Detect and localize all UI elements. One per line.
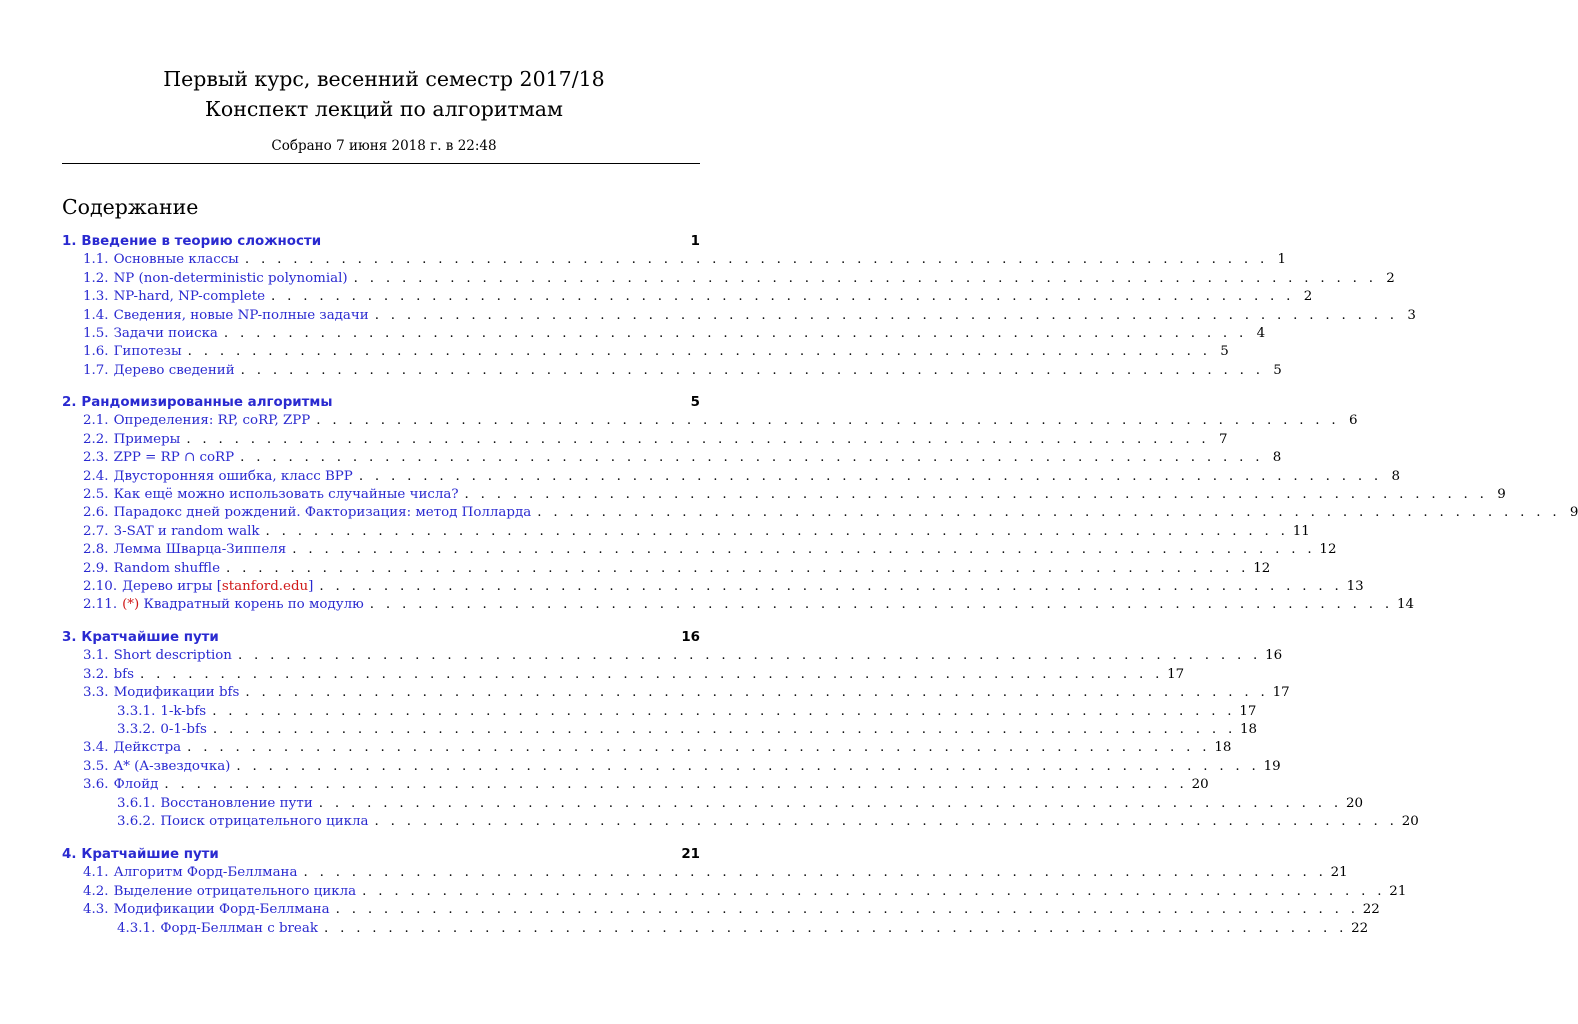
toc-entry-label[interactable] [83, 307, 369, 325]
toc-entry-page: 5 [1220, 344, 1229, 360]
dot-leader: . . . . . . . . . . . . . . . . . . . . . . . . . . . . . . . . . . . . . . . . . . . . . . . . . . . . . . . . . . . . . . . . [164, 777, 1188, 793]
toc-entry-title: 0-1-bfs [160, 722, 207, 737]
toc-entry-title: A* (A-звездочка) [113, 758, 231, 774]
toc-entry-page: 5 [1273, 362, 1282, 378]
toc-entry[interactable] [83, 412, 1358, 430]
compiled-date: Собрано 7 июня 2018 г. в 22:48 [271, 138, 497, 154]
toc-entry-page: 3 [1407, 307, 1416, 323]
dot-leader: . . . . . . . . . . . . . . . . . . . . . . . . . . . . . . . . . . . . . . . . . . . . . . . . . . . . . . . . . . . . . . . . [240, 450, 1264, 466]
toc-entry-page: 16 [1265, 648, 1283, 664]
toc-entry[interactable] [83, 504, 1578, 522]
dot-leader: . . . . . . . . . . . . . . . . . . . . . . . . . . . . . . . . . . . . . . . . . . . . . . . . . . . . . . . . . . . . . . . . [187, 740, 1211, 756]
toc-entry-number: 4.1. [83, 865, 109, 881]
toc-entry[interactable] [83, 523, 1310, 541]
toc-entry-title: Форд-Беллман с break [160, 920, 318, 936]
toc-entry-title: Random shuffle [113, 560, 220, 576]
toc-entry-title: Задачи поиска [113, 326, 218, 341]
toc-entry-label[interactable] [83, 288, 265, 306]
toc-entry-page: 12 [1253, 560, 1271, 576]
toc-entry[interactable] [83, 560, 1271, 578]
toc-entry-label[interactable] [83, 362, 235, 380]
toc-entry[interactable] [117, 721, 1258, 739]
toc-entry-label[interactable] [83, 541, 286, 559]
toc-entry[interactable] [83, 486, 1506, 504]
toc-entry-title: NP-hard, NP-complete [113, 289, 266, 305]
toc-entry[interactable] [83, 596, 1414, 614]
toc-entry-page: 6 [1348, 413, 1358, 429]
toc-entry-page: 18 [1214, 740, 1232, 756]
dot-leader: . . . . . . . . . . . . . . . . . . . . . . . . . . . . . . . . . . . . . . . . . . . . . . . . . . . . . . . . . . . . . . . . [374, 814, 1398, 829]
toc-entry-number: 2.10. [83, 579, 118, 594]
toc-entry[interactable] [83, 647, 1283, 665]
toc-section-page: 21 [681, 847, 700, 862]
toc-entry[interactable] [83, 883, 1407, 901]
dot-leader: . . . . . . . . . . . . . . . . . . . . . . . . . . . . . . . . . . . . . . . . . . . . . . . . . . . . . . . . . . . . . . . . [292, 542, 1316, 558]
toc-entry-page: 17 [1167, 666, 1185, 682]
toc-entry[interactable] [83, 901, 1380, 919]
toc-entry-number: 2.1. [83, 413, 109, 429]
toc-entry[interactable] [83, 739, 1232, 757]
toc-entry-number: 1.5. [83, 326, 109, 341]
toc-entry-number: 3.3. [83, 685, 109, 701]
toc-section-label[interactable] [62, 233, 321, 251]
toc-entry-page: 17 [1239, 703, 1257, 719]
toc-entry[interactable] [117, 795, 1363, 813]
toc-section-page: 5 [690, 395, 700, 410]
toc-entry-number: 2.11. [83, 597, 118, 613]
toc-entry-title: Как ещё можно использовать случайные числа? [113, 487, 459, 502]
dot-leader: . . . . . . . . . . . . . . . . . . . . . . . . . . . . . . . . . . . . . . . . . . . . . . . . . . . . . . . . . . . . . . . . [318, 795, 1342, 811]
dot-leader: . . . . . . . . . . . . . . . . . . . . . . . . . . . . . . . . . . . . . . . . . . . . . . . . . . . . . . . . . . . . . . . . [323, 920, 1348, 936]
toc-section-label[interactable] [62, 394, 333, 412]
title-rule [62, 163, 700, 164]
toc-entry-number: 3.2. [83, 666, 109, 682]
citation-link[interactable]: stanford.edu [221, 579, 309, 594]
toc-entry-title: Сведения, новые NP-полные задачи [113, 307, 369, 323]
toc-entry-title: Гипотезы [113, 344, 182, 360]
toc-entry-title: 1-k-bfs [160, 703, 207, 719]
toc-entry-page: 18 [1240, 722, 1258, 737]
toc-heading: Содержание [62, 195, 199, 219]
toc-entry-number: 2.8. [83, 542, 109, 558]
dot-leader: . . . . . . . . . . . . . . . . . . . . . . . . . . . . . . . . . . . . . . . . . . . . . . . . . . . . . . . . . . . . . . . . [265, 523, 1289, 539]
dot-leader: . . . . . . . . . . . . . . . . . . . . . . . . . . . . . . . . . . . . . . . . . . . . . . . . . . . . . . . . . . . . . . . . [237, 648, 1262, 664]
toc-entry-page: 14 [1396, 597, 1414, 613]
toc-entry-title: Short description [113, 648, 232, 664]
toc-entry-label[interactable] [83, 684, 239, 702]
dot-leader: . . . . . . . . . . . . . . . . . . . . . . . . . . . . . . . . . . . . . . . . . . . . . . . . . . . . . . . . . . . . . . . . [537, 505, 1561, 521]
dot-leader: . . . . . . . . . . . . . . . . . . . . . . . . . . . . . . . . . . . . . . . . . . . . . . . . . . . . . . . . . . . . . . . . [362, 883, 1386, 899]
dot-leader: . . . . . . . . . . . . . . . . . . . . . . . . . . . . . . . . . . . . . . . . . . . . . . . . . . . . . . . . . . . . . . . . [187, 344, 1211, 360]
dot-leader: . . . . . . . . . . . . . . . . . . . . . . . . . . . . . . . . . . . . . . . . . . . . . . . . . . . . . . . . . . . . . . . . [240, 362, 1264, 378]
toc-entry-page: 22 [1362, 902, 1380, 918]
toc-entry-page: 9 [1569, 505, 1578, 521]
toc-entry-number: 1.6. [83, 344, 109, 360]
toc-entry-number: 3.5. [83, 758, 109, 774]
starred-marker: (*) [122, 597, 140, 613]
toc-entry-label[interactable] [83, 251, 239, 269]
citation-bracket-open: [ [216, 579, 222, 594]
toc-entry-page: 19 [1263, 758, 1281, 774]
toc-entry-label[interactable] [117, 920, 318, 938]
toc-entry[interactable] [83, 288, 1313, 306]
toc-entry-title: Флойд [113, 777, 159, 793]
toc-entry-label[interactable] [83, 468, 353, 486]
toc-entry-number: 4.3.1. [117, 920, 156, 936]
toc-entry-title: Основные классы [113, 252, 239, 268]
dot-leader: . . . . . . . . . . . . . . . . . . . . . . . . . . . . . . . . . . . . . . . . . . . . . . . . . . . . . . . . . . . . . . . . [139, 666, 1164, 682]
toc-entry-title: Лемма Шварца-Зиппеля [113, 542, 287, 558]
dot-leader: . . . . . . . . . . . . . . . . . . . . . . . . . . . . . . . . . . . . . . . . . . . . . . . . . . . . . . . . . . . . . . . . [212, 722, 1237, 737]
toc-entry-title: Дерево игры [122, 579, 213, 594]
toc-entry-label[interactable] [83, 776, 158, 794]
dot-leader: . . . . . . . . . . . . . . . . . . . . . . . . . . . . . . . . . . . . . . . . . . . . . . . . . . . . . . . . . . . . . . . . [374, 307, 1398, 323]
toc-entry-number: 3.3.2. [117, 722, 156, 737]
toc-entry[interactable] [117, 813, 1419, 831]
toc-entry-page: 21 [1389, 883, 1407, 899]
toc-entry-page: 1 [1277, 252, 1287, 268]
toc-entry-title: Дейкстра [113, 740, 182, 756]
toc-section-label[interactable] [62, 629, 219, 647]
toc-section-title: Рандомизированные алгоритмы [81, 395, 333, 410]
dot-leader: . . . . . . . . . . . . . . . . . . . . . . . . . . . . . . . . . . . . . . . . . . . . . . . . . . . . . . . . . . . . . . . . [271, 289, 1295, 305]
dot-leader: . . . . . . . . . . . . . . . . . . . . . . . . . . . . . . . . . . . . . . . . . . . . . . . . . . . . . . . . . . . . . . . . [369, 597, 1393, 613]
toc-section-number: 2. [62, 395, 77, 410]
toc-entry-page: 11 [1292, 523, 1310, 539]
toc-entry-number: 3.3.1. [117, 703, 156, 719]
document-title-line-1: Первый курс, весенний семестр 2017/18 [163, 67, 605, 91]
dot-leader: . . . . . . . . . . . . . . . . . . . . . . . . . . . . . . . . . . . . . . . . . . . . . . . . . . . . . . . . . . . . . . . . [335, 902, 1359, 918]
dot-leader: . . . . . . . . . . . . . . . . . . . . . . . . . . . . . . . . . . . . . . . . . . . . . . . . . . . . . . . . . . . . . . . . [319, 579, 1343, 594]
toc-entry[interactable] [83, 343, 1229, 361]
toc-entry-number: 3.4. [83, 740, 109, 756]
toc-entry-page: 4 [1256, 326, 1266, 341]
toc-entry-label[interactable] [83, 431, 180, 449]
toc-entry-page: 22 [1351, 920, 1369, 936]
toc-entry-number: 4.2. [83, 883, 109, 899]
toc-entry-title: Дерево сведений [113, 362, 235, 378]
toc-entry-page: 2 [1386, 270, 1395, 286]
toc-entry-page: 20 [1191, 777, 1209, 793]
toc-entry[interactable] [83, 449, 1282, 467]
dot-leader: . . . . . . . . . . . . . . . . . . . . . . . . . . . . . . . . . . . . . . . . . . . . . . . . . . . . . . . . . . . . . . . . [464, 487, 1488, 502]
toc-entry-page: 8 [1391, 468, 1400, 484]
toc-entry[interactable] [117, 920, 1369, 938]
toc-entry-page: 8 [1272, 450, 1282, 466]
toc-entry-label[interactable] [83, 486, 459, 504]
toc-entry[interactable] [83, 251, 1287, 269]
title-block [0, 64, 768, 154]
dot-leader: . . . . . . . . . . . . . . . . . . . . . . . . . . . . . . . . . . . . . . . . . . . . . . . . . . . . . . . . . . . . . . . . [303, 865, 1327, 881]
dot-leader: . . . . . . . . . . . . . . . . . . . . . . . . . . . . . . . . . . . . . . . . . . . . . . . . . . . . . . . . . . . . . . . . [212, 703, 1236, 719]
toc-entry[interactable] [83, 468, 1400, 486]
dot-leader: . . . . . . . . . . . . . . . . . . . . . . . . . . . . . . . . . . . . . . . . . . . . . . . . . . . . . . . . . . . . . . . . [316, 413, 1340, 429]
toc-entry-number: 2.4. [83, 468, 109, 484]
toc-entry-page: 20 [1401, 814, 1419, 829]
dot-leader: . . . . . . . . . . . . . . . . . . . . . . . . . . . . . . . . . . . . . . . . . . . . . . . . . . . . . . . . . . . . . . . . [226, 560, 1250, 576]
toc-entry-label[interactable] [83, 343, 182, 361]
toc-entry-label[interactable] [83, 578, 313, 596]
toc-entry-page: 21 [1330, 865, 1348, 881]
toc-entry-label[interactable] [83, 325, 218, 343]
toc-entry-title: Двусторонняя ошибка, класс BPP [113, 468, 353, 484]
toc-section-4[interactable] [62, 846, 700, 864]
toc-entry-title: Модификации bfs [113, 685, 240, 701]
toc-entry-number: 2.6. [83, 505, 109, 521]
toc-section-page: 16 [681, 630, 700, 645]
toc-entry-label[interactable] [83, 864, 297, 882]
dot-leader: . . . . . . . . . . . . . . . . . . . . . . . . . . . . . . . . . . . . . . . . . . . . . . . . . . . . . . . . . . . . . . . . [236, 758, 1260, 774]
toc-entry-label[interactable] [117, 813, 369, 831]
toc-entry-label[interactable] [83, 647, 232, 665]
toc-entry-number: 3.6.1. [117, 795, 156, 811]
toc-entry-title: NP (non-deterministic polynomial) [113, 270, 348, 286]
toc-entry-number: 2.3. [83, 450, 109, 466]
toc-entry-title: Модификации Форд-Беллмана [113, 902, 330, 918]
toc-entry-label[interactable] [83, 883, 356, 901]
toc-entry-page: 13 [1346, 579, 1364, 594]
toc-entry-number: 1.3. [83, 289, 109, 305]
toc-entry-title: Алгоритм Форд-Беллмана [113, 865, 298, 881]
dot-leader: . . . . . . . . . . . . . . . . . . . . . . . . . . . . . . . . . . . . . . . . . . . . . . . . . . . . . . . . . . . . . . . . [244, 252, 1269, 268]
toc-entry[interactable] [83, 666, 1185, 684]
toc-entry-title: Парадокс дней рождений. Факторизация: метод Полларда [113, 505, 532, 521]
toc-entry-title: ZPP = RP ∩ coRP [113, 450, 235, 466]
toc-entry-label[interactable] [83, 739, 181, 757]
toc-entry-number: 3.1. [83, 648, 109, 664]
toc-section-number: 1. [62, 234, 77, 249]
toc-entry-label[interactable] [83, 504, 531, 522]
toc-section-2[interactable] [62, 394, 700, 412]
toc-entry-number: 1.7. [83, 362, 109, 378]
toc-entry[interactable] [83, 307, 1416, 325]
toc-entry-number: 2.7. [83, 523, 109, 539]
toc-entry-number: 1.1. [83, 252, 109, 268]
toc-section-3[interactable] [62, 629, 700, 647]
toc-entry[interactable] [83, 758, 1281, 776]
toc-section-title: Кратчайшие пути [81, 847, 219, 862]
toc-section-page: 1 [690, 234, 700, 249]
toc-section-1[interactable] [62, 233, 700, 251]
toc-entry-label[interactable] [83, 523, 260, 541]
toc-section-title: Введение в теорию сложности [81, 234, 322, 249]
toc-entry-number: 2.5. [83, 487, 109, 502]
toc-entry-number: 2.9. [83, 560, 109, 576]
toc-entry-page: 17 [1272, 685, 1290, 701]
citation-bracket-close: ] [308, 579, 314, 594]
toc-entry-number: 4.3. [83, 902, 109, 918]
toc-entry-title: 3-SAT и random walk [113, 523, 260, 539]
toc-entry[interactable] [117, 703, 1257, 721]
toc-entry-label[interactable] [83, 901, 330, 919]
dot-leader: . . . . . . . . . . . . . . . . . . . . . . . . . . . . . . . . . . . . . . . . . . . . . . . . . . . . . . . . . . . . . . . . [223, 326, 1248, 341]
toc-entry-label[interactable] [83, 758, 230, 776]
toc-entry-label[interactable] [117, 721, 207, 739]
toc-entry[interactable] [83, 362, 1282, 380]
toc-entry-label[interactable] [83, 270, 348, 288]
toc-entry-label[interactable] [83, 666, 134, 684]
toc-entry-label[interactable] [83, 560, 220, 578]
toc-entry-number: 3.6.2. [117, 814, 156, 829]
toc-entry[interactable] [83, 325, 1266, 343]
toc-entry-number: 1.4. [83, 307, 109, 323]
dot-leader: . . . . . . . . . . . . . . . . . . . . . . . . . . . . . . . . . . . . . . . . . . . . . . . . . . . . . . . . . . . . . . . . [186, 431, 1210, 447]
toc-entry-page: 2 [1303, 289, 1313, 305]
toc-entry-page: 20 [1345, 795, 1363, 811]
toc-entry[interactable] [83, 776, 1209, 794]
toc-entry-number: 1.2. [83, 270, 109, 286]
toc-entry-title: Примеры [113, 431, 181, 447]
toc-entry[interactable] [83, 431, 1228, 449]
toc-entry-title: Выделение отрицательного цикла [113, 883, 357, 899]
dot-leader: . . . . . . . . . . . . . . . . . . . . . . . . . . . . . . . . . . . . . . . . . . . . . . . . . . . . . . . . . . . . . . . . [353, 270, 1377, 286]
toc-section-number: 3. [62, 630, 77, 645]
toc-section-label[interactable] [62, 846, 219, 864]
dot-leader: . . . . . . . . . . . . . . . . . . . . . . . . . . . . . . . . . . . . . . . . . . . . . . . . . . . . . . . . . . . . . . . . [358, 468, 1382, 484]
toc-entry-label[interactable] [83, 449, 234, 467]
toc-section-title: Кратчайшие пути [81, 630, 219, 645]
toc-entry-number: 2.2. [83, 431, 109, 447]
toc-entry-title: bfs [113, 666, 134, 682]
toc-entry[interactable] [83, 270, 1395, 288]
toc-entry-title: Восстановление пути [160, 795, 313, 811]
document-title-line-2: Конспект лекций по алгоритмам [205, 97, 563, 121]
toc-entry[interactable] [83, 541, 1337, 559]
toc-entry-label[interactable] [117, 795, 313, 813]
toc-entry-page: 9 [1497, 487, 1506, 502]
toc-entry[interactable] [83, 578, 1364, 596]
dot-leader: . . . . . . . . . . . . . . . . . . . . . . . . . . . . . . . . . . . . . . . . . . . . . . . . . . . . . . . . . . . . . . . . [245, 685, 1269, 701]
toc-entry-page: 7 [1218, 431, 1228, 447]
toc-entry-title: Определения: RP, coRP, ZPP [113, 413, 311, 429]
toc-entry-label[interactable] [117, 703, 206, 721]
toc-entry[interactable] [83, 864, 1348, 882]
toc-entry-label[interactable] [83, 596, 364, 614]
toc-entry-title: Квадратный корень по модулю [143, 597, 364, 613]
toc-section-number: 4. [62, 847, 77, 862]
toc-entry-label[interactable] [83, 412, 310, 430]
toc-entry-number: 3.6. [83, 777, 109, 793]
toc-entry[interactable] [83, 684, 1290, 702]
toc-entry-page: 12 [1319, 542, 1337, 558]
toc-entry-title: Поиск отрицательного цикла [160, 814, 369, 829]
